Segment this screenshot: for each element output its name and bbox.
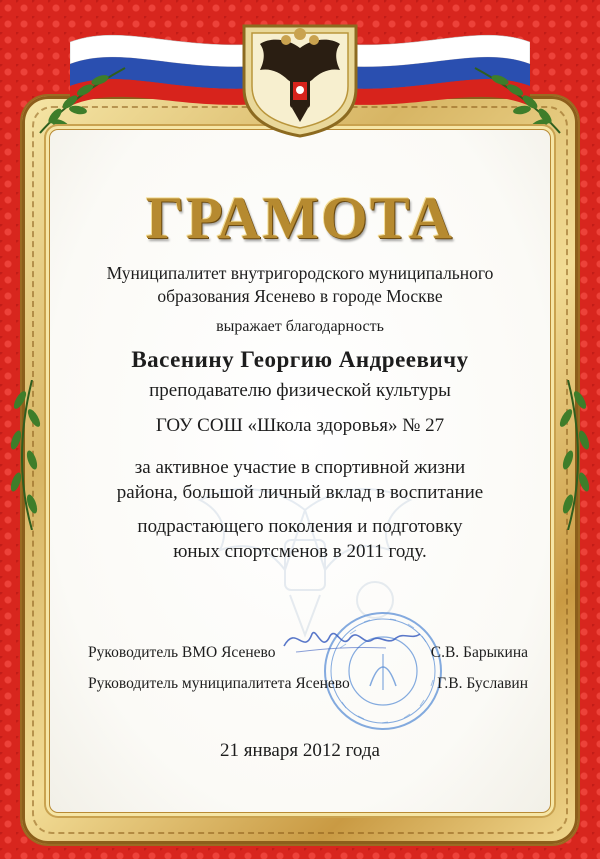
certificate-date: 21 января 2012 года (220, 740, 380, 761)
signatory-position-2: Руководитель муниципалитета Ясенево (88, 675, 350, 692)
reason-text-block-1 (0, 455, 600, 505)
reason-line-4: юных спортсменов в 2011 году. (173, 541, 427, 562)
signatory-name-1: С.В. Барыкина (430, 644, 528, 661)
recipient-role: преподавателю физической культуры (149, 380, 451, 401)
thanks-text: выражает благодарность (216, 318, 384, 335)
reason-line-1: за активное участие в спортивной жизни (134, 457, 466, 478)
recipient-name: Васенину Георгию Андреевичу (131, 347, 469, 372)
coat-of-arms-icon (234, 18, 366, 140)
issuer-line-2: образования Ясенево в городе Москве (157, 286, 443, 306)
signatory-position-1: Руководитель ВМО Ясенево (88, 644, 276, 661)
handwritten-signature (276, 616, 426, 666)
issuer-line-1: Муниципалитет внутригородского муниципального (106, 263, 494, 283)
certificate-title: ГРАМОТА (145, 185, 455, 251)
issuer-text (0, 262, 600, 308)
reason-text-block-2 (0, 514, 600, 564)
reason-line-3: подрастающего поколения и подготовку (137, 516, 463, 537)
school-name: ГОУ СОШ «Школа здоровья» № 27 (155, 415, 445, 436)
reason-line-2: района, большой личный вклад в воспитание (116, 482, 484, 503)
signatory-name-2: Г.В. Буславин (437, 675, 528, 692)
